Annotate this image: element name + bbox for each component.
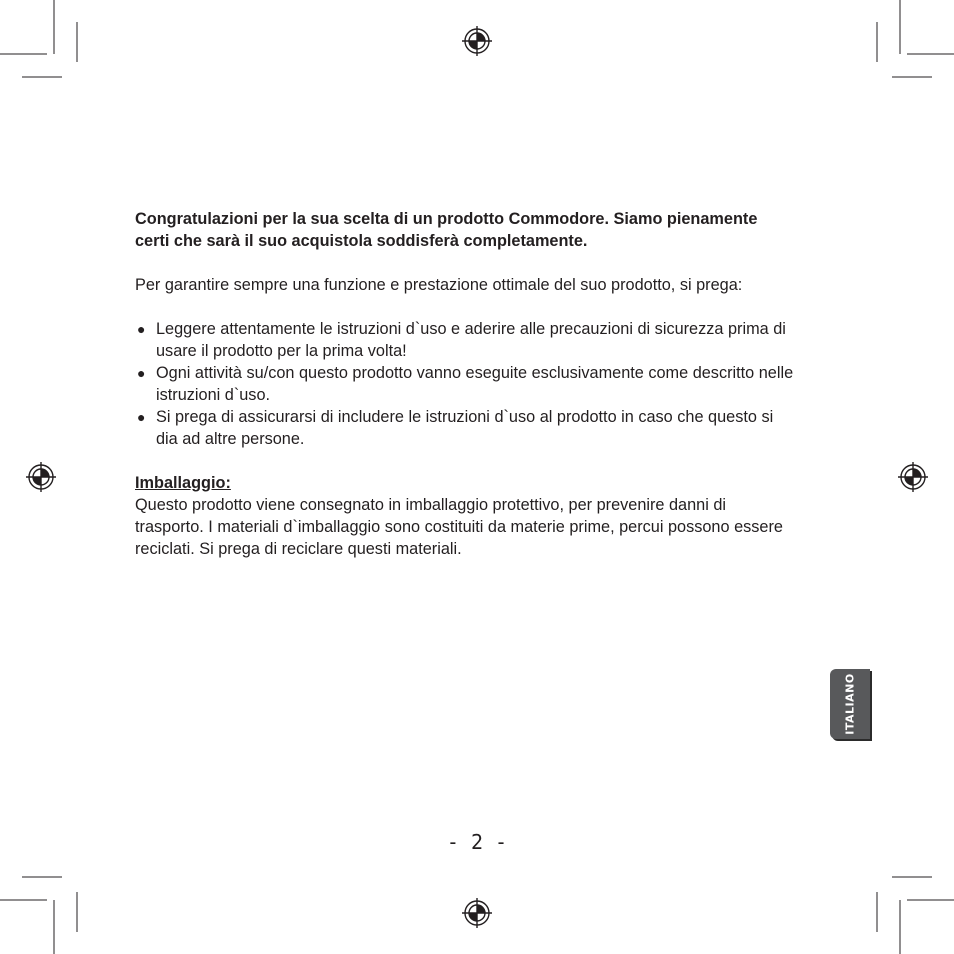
instruction-list [135,318,795,450]
guarantee-paragraph: Per garantire sempre una funzione e prestazione ottimale del suo prodotto, si prega: [135,276,743,294]
page-number: - 2 - [446,830,508,854]
language-tab-label: ITALIANO [843,673,857,735]
bullet-icon: ● [137,365,146,381]
page-content [135,208,795,560]
packaging-heading: Imballaggio: [135,474,231,492]
intro-paragraph: Congratulazioni per la sua scelta di un prodotto Commodore. Siamo pienamente certi che sarà il suo acquistola soddisferà completamente. [135,210,758,250]
bullet-icon: ● [137,321,146,337]
list-item [135,406,795,450]
bullet-icon: ● [137,409,146,425]
list-item-text: Leggere attentamente le istruzioni d`uso e aderire alle precauzioni di sicurezza prima di usare il prodotto per la prima volta! [156,320,786,360]
language-tab [830,669,870,739]
list-item-text: Si prega di assicurarsi di includere le istruzioni d`uso al prodotto in caso che questo si dia ad altre persone. [156,408,774,448]
registration-mark-icon [26,462,56,492]
registration-mark-icon [898,462,928,492]
list-item [135,362,795,406]
registration-mark-icon [462,26,492,56]
list-item [135,318,795,362]
registration-mark-icon [462,898,492,928]
packaging-paragraph: Questo prodotto viene consegnato in imballaggio protettivo, per prevenire danni di trasporto. I materiali d`imballaggio sono costituiti da materie prime, percui possono essere reciclati. Si prega di reciclare questi materiali. [135,496,783,558]
list-item-text: Ogni attività su/con questo prodotto vanno eseguite esclusivamente come descritto nelle istruzioni d`uso. [156,364,794,404]
